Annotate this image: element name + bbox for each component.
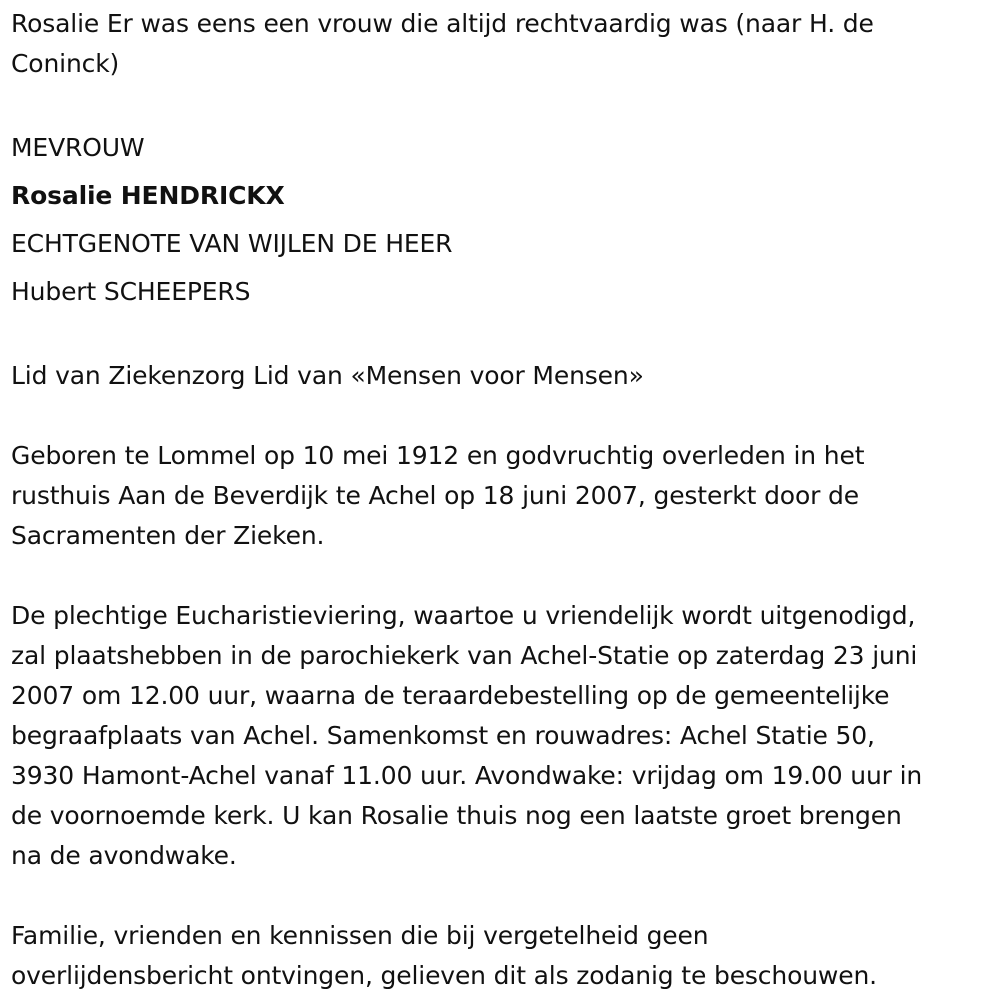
spouse-name: Hubert SCHEEPERS bbox=[11, 277, 251, 306]
salutation: MEVROUW bbox=[11, 133, 145, 162]
paragraph-line: Familie, vrienden en kennissen die bij vergetelheid geen bbox=[11, 921, 709, 950]
membership-line bbox=[11, 356, 990, 396]
paragraph-line: de voornoemde kerk. U kan Rosalie thuis nog een laatste groet brengen bbox=[11, 801, 902, 830]
intro-line: Coninck) bbox=[11, 49, 120, 78]
closing-paragraph bbox=[11, 916, 990, 996]
birth-death-paragraph bbox=[11, 436, 990, 556]
paragraph-line: zal plaatshebben in de parochiekerk van Achel-Statie op zaterdag 23 juni bbox=[11, 641, 918, 670]
relation-label: ECHTGENOTE VAN WIJLEN DE HEER bbox=[11, 229, 453, 258]
paragraph-line: overlijdensbericht ontvingen, gelieven dit als zodanig te beschouwen. bbox=[11, 961, 877, 990]
paragraph-line: na de avondwake. bbox=[11, 841, 237, 870]
paragraph-line: Geboren te Lommel op 10 mei 1912 en godvruchtig overleden in het bbox=[11, 441, 865, 470]
paragraph-line: begraafplaats van Achel. Samenkomst en rouwadres: Achel Statie 50, bbox=[11, 721, 875, 750]
paragraph-line: 2007 om 12.00 uur, waarna de teraardebestelling op de gemeentelijke bbox=[11, 681, 890, 710]
deceased-name: Rosalie HENDRICKX bbox=[11, 181, 285, 210]
paragraph-line: Sacramenten der Zieken. bbox=[11, 521, 325, 550]
membership-text: Lid van Ziekenzorg Lid van «Mensen voor Mensen» bbox=[11, 361, 644, 390]
intro-quote bbox=[11, 4, 990, 84]
intro-line: Rosalie Er was eens een vrouw die altijd rechtvaardig was (naar H. de bbox=[11, 9, 874, 38]
paragraph-line: rusthuis Aan de Beverdijk te Achel op 18 juni 2007, gesterkt door de bbox=[11, 481, 859, 510]
service-paragraph bbox=[11, 596, 990, 876]
paragraph-line: 3930 Hamont-Achel vanaf 11.00 uur. Avondwake: vrijdag om 19.00 uur in bbox=[11, 761, 923, 790]
paragraph-line: De plechtige Eucharistieviering, waartoe u vriendelijk wordt uitgenodigd, bbox=[11, 601, 916, 630]
title-block bbox=[11, 124, 990, 316]
